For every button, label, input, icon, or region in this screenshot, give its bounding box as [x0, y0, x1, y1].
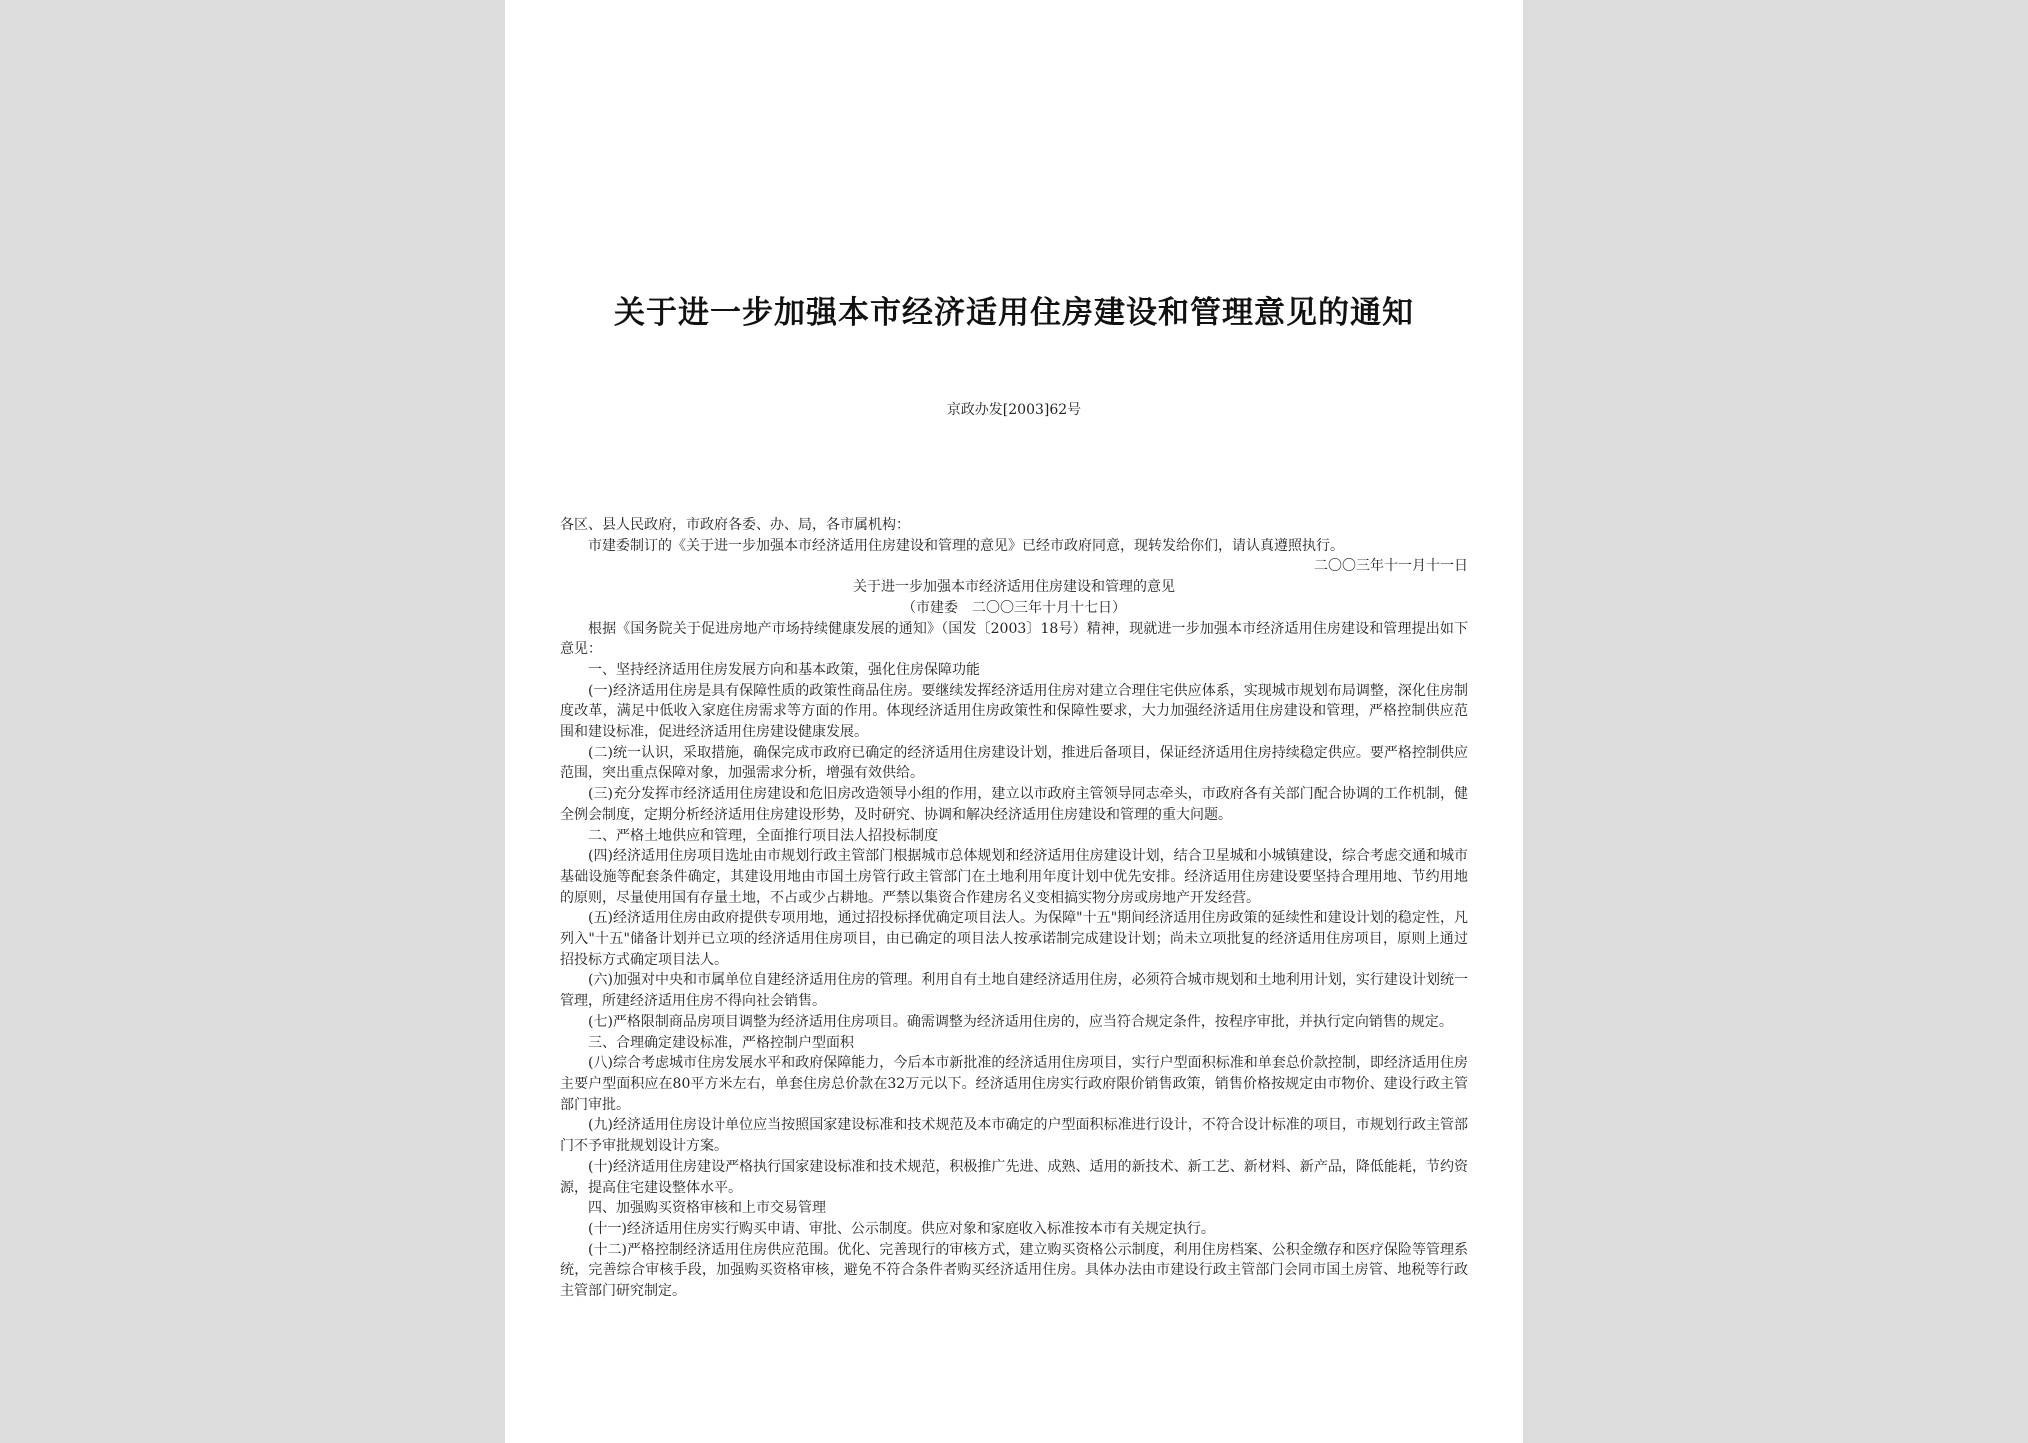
- paragraph: (七)严格限制商品房项目调整为经济适用住房项目。确需调整为经济适用住房的，应当符合规定条件，按程序审批，并执行定向销售的规定。: [588, 1013, 1453, 1030]
- paragraph: (八)综合考虑城市住房发展水平和政府保障能力，今后本市新批准的经济适用住房项目，实行户型面积标准和单套总价款控制，即经济适用住房主要户型面积应在80平方米左右，单套住房总价款在32万元以下。经济适用住房实行政府限价销售政策，销售价格按规定由市物价、建设行政主管部门审批。: [560, 1055, 1468, 1113]
- section-heading: 四、加强购买资格审核和上市交易管理: [588, 1200, 826, 1217]
- paragraph: (五)经济适用住房由政府提供专项用地，通过招投标择优确定项目法人。为保障"十五"期间经济适用住房政策的延续性和建设计划的稳定性，凡列入"十五"储备计划并已立项的经济适用住房项目，由已确定的项目法人按承诺制完成建设计划；尚未立项批复的经济适用住房项目，原则上通过招投标方式确定项目法人。: [560, 910, 1468, 968]
- intro-paragraph: 根据《国务院关于促进房地产市场持续健康发展的通知》（国发〔2003〕18号）精神，现就进一步加强本市经济适用住房建设和管理提出如下意见：: [560, 620, 1468, 658]
- opinion-source: （市建委 二〇〇三年十月十七日）: [902, 599, 1126, 616]
- paragraph: (九)经济适用住房设计单位应当按照国家建设标准和技术规范及本市确定的户型面积标准进行设计，不符合设计标准的项目，市规划行政主管部门不予审批规划设计方案。: [560, 1117, 1468, 1155]
- paragraph: (三)充分发挥市经济适用住房建设和危旧房改造领导小组的作用，建立以市政府主管领导同志牵头，市政府各有关部门配合协调的工作机制，健全例会制度，定期分析经济适用住房建设形势，及时研究、协调和解决经济适用住房建设和管理的重大问题。: [560, 786, 1468, 823]
- paragraph: (六)加强对中央和市属单位自建经济适用住房的管理。利用自有土地自建经济适用住房，必须符合城市规划和土地利用计划，实行建设计划统一管理，所建经济适用住房不得向社会销售。: [560, 972, 1468, 1010]
- forward-text: 市建委制订的《关于进一步加强本市经济适用住房建设和管理的意见》已经市政府同意，现转发给你们，请认真遵照执行。: [588, 537, 1344, 554]
- section-heading: 一、坚持经济适用住房发展方向和基本政策，强化住房保障功能: [588, 661, 980, 678]
- document-number: 京政办发[2003]62号: [946, 402, 1082, 418]
- paragraph: (十二)严格控制经济适用住房供应范围。优化、完善现行的审核方式，建立购买资格公示制度，利用住房档案、公积金缴存和医疗保险等管理系统，完善综合审核手段，加强购买资格审核，避免不符合条件者购买经济适用住房。具体办法由市建设行政主管部门会同市国土房管、地税等行政主管部门研究制定。: [560, 1241, 1468, 1300]
- section-heading: 二、严格土地供应和管理，全面推行项目法人招投标制度: [588, 827, 938, 844]
- paragraph: (十一)经济适用住房实行购买申请、审批、公示制度。供应对象和家庭收入标准按本市有关规定执行。: [588, 1220, 1215, 1237]
- paragraph: (一)经济适用住房是具有保障性质的政策性商品住房。要继续发挥经济适用住房对建立合理住宅供应体系，实现城市规划布局调整，深化住房制度改革，满足中低收入家庭住房需求等方面的作用。体现经济适用住房政策性和保障性要求，大力加强经济适用住房建设和管理，严格控制供应范围和建设标准，促进经济适用住房建设健康发展。: [560, 682, 1468, 741]
- paragraph: (四)经济适用住房项目选址由市规划行政主管部门根据城市总体规划和经济适用住房建设计划，结合卫星城和小城镇建设，综合考虑交通和城市基础设施等配套条件确定，其建设用地由市国土房管行政主管部门在土地利用年度计划中优先安排。经济适用住房建设要坚持合理用地、节约用地的原则，尽量使用国有存量土地，不占或少占耕地。严禁以集资合作建房名义变相搞实物分房或房地产开发经营。: [560, 848, 1468, 906]
- paragraph: (二)统一认识，采取措施，确保完成市政府已确定的经济适用住房建设计划，推进后备项目，保证经济适用住房持续稳定供应。要严格控制供应范围，突出重点保障对象，加强需求分析，增强有效供给。: [560, 744, 1468, 782]
- addressee: 各区、县人民政府，市政府各委、办、局，各市属机构：: [560, 517, 910, 533]
- notice-date: 二〇〇三年十一月十一日: [1314, 558, 1468, 575]
- document-body: [560, 515, 1468, 1302]
- document-page: [505, 0, 1523, 1443]
- document-title: 关于进一步加强本市经济适用住房建设和管理意见的通知: [614, 295, 1414, 331]
- opinion-title: 关于进一步加强本市经济适用住房建设和管理的意见: [853, 579, 1175, 596]
- section-heading: 三、合理确定建设标准，严格控制户型面积: [588, 1034, 854, 1051]
- paragraph: (十)经济适用住房建设严格执行国家建设标准和技术规范，积极推广先进、成熟、适用的新技术、新工艺、新材料、新产品，降低能耗，节约资源，提高住宅建设整体水平。: [560, 1158, 1468, 1196]
